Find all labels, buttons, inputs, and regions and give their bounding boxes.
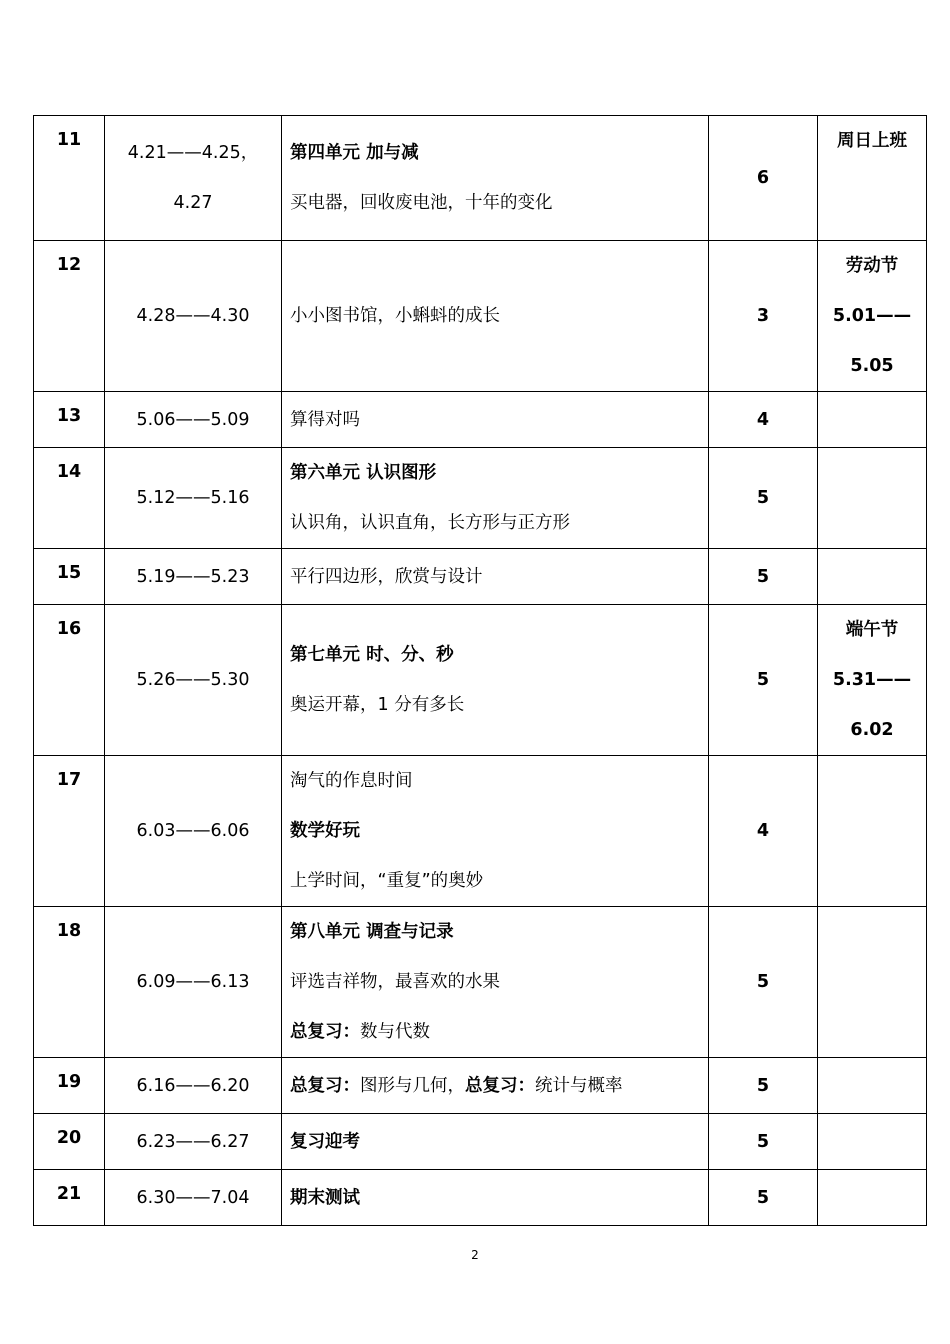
content-text: 算得对吗 [290, 409, 360, 430]
table-row [34, 1114, 927, 1170]
schedule-body [34, 116, 927, 1226]
content-line [290, 128, 708, 178]
date-cell-line: 4.28——4.30 [136, 306, 250, 326]
content-cell [282, 549, 709, 605]
hours-cell: 4 [709, 392, 818, 448]
week-number: 12 [56, 255, 82, 275]
table-row [34, 448, 927, 549]
content-line [290, 1007, 708, 1057]
table-row [34, 907, 927, 1058]
note-cell [818, 907, 927, 1058]
content-heading: 总复习： [290, 1022, 360, 1042]
content-cell [282, 605, 709, 756]
content-line [290, 1173, 708, 1223]
week-cell [34, 549, 105, 605]
note-cell [818, 605, 927, 756]
content-line [290, 498, 708, 548]
content-line [290, 178, 708, 228]
note-cell [818, 1058, 927, 1114]
week-cell [34, 241, 105, 392]
week-number: 13 [56, 406, 82, 426]
note-cell [818, 392, 927, 448]
content-text: 淘气的作息时间 [290, 771, 413, 791]
content-text: 奥运开幕，1 分有多长 [290, 695, 465, 715]
date-cell-line: 6.09——6.13 [136, 972, 250, 992]
content-text: 数与代数 [360, 1022, 430, 1042]
date-cell-line: 6.16——6.20 [136, 1075, 250, 1096]
date-cell-line: 6.23——6.27 [136, 1131, 250, 1152]
date-cell-line: 4.27 [173, 193, 213, 213]
week-cell [34, 1170, 105, 1226]
note-cell-line: 6.02 [850, 720, 894, 740]
content-line [290, 395, 708, 445]
hours-cell: 5 [709, 1114, 818, 1170]
note-cell-line: 端午节 [845, 620, 899, 640]
content-line [290, 448, 708, 498]
date-cell [105, 549, 282, 605]
content-heading: 第六单元 认识图形 [290, 463, 437, 483]
page-number: 2 [471, 1248, 479, 1262]
schedule-table [33, 115, 927, 1226]
note-cell [818, 116, 927, 241]
content-heading: 第七单元 时、分、秒 [290, 645, 454, 665]
note-cell-line: 5.05 [850, 356, 894, 376]
content-heading: 复习迎考 [290, 1131, 360, 1152]
date-cell [105, 907, 282, 1058]
table-row [34, 1170, 927, 1226]
hours-cell: 5 [709, 448, 818, 549]
week-cell [34, 756, 105, 907]
content-text: 上学时间，“重复”的奥妙 [290, 871, 484, 891]
note-cell [818, 1114, 927, 1170]
content-line [290, 756, 708, 806]
week-cell [34, 392, 105, 448]
date-cell [105, 1058, 282, 1114]
content-cell [282, 392, 709, 448]
content-text: 评选吉祥物，最喜欢的水果 [290, 972, 500, 992]
content-heading: 期末测试 [290, 1187, 360, 1208]
week-cell [34, 116, 105, 241]
date-cell [105, 448, 282, 549]
content-cell [282, 756, 709, 907]
content-heading: 第四单元 加与减 [290, 143, 419, 163]
note-cell-line: 5.31—— [832, 670, 912, 690]
content-line [290, 680, 708, 730]
hours-cell: 3 [709, 241, 818, 392]
note-cell-line: 周日上班 [837, 131, 907, 151]
week-number: 20 [56, 1128, 82, 1148]
content-line [290, 1117, 708, 1167]
note-cell [818, 1170, 927, 1226]
date-cell-line: 5.26——5.30 [136, 670, 250, 690]
note-cell-line: 劳动节 [845, 256, 899, 276]
content-text: 买电器，回收废电池，十年的变化 [290, 193, 553, 213]
content-heading: 总复习： [290, 1075, 360, 1096]
date-cell-line: 4.21——4.25， [127, 143, 259, 163]
week-number: 11 [56, 130, 82, 150]
content-cell [282, 116, 709, 241]
date-cell [105, 392, 282, 448]
hours-cell: 6 [709, 116, 818, 241]
date-cell-line: 5.12——5.16 [136, 488, 250, 508]
hours-cell: 5 [709, 549, 818, 605]
table-row [34, 605, 927, 756]
content-heading: 数学好玩 [290, 821, 360, 841]
table-row [34, 241, 927, 392]
note-cell [818, 549, 927, 605]
date-cell-line: 6.30——7.04 [136, 1187, 250, 1208]
week-number: 17 [56, 770, 82, 790]
date-cell [105, 116, 282, 241]
week-cell [34, 907, 105, 1058]
date-cell [105, 605, 282, 756]
week-number: 18 [56, 921, 82, 941]
date-cell [105, 241, 282, 392]
hours-cell: 4 [709, 756, 818, 907]
note-cell [818, 756, 927, 907]
content-line [290, 552, 708, 602]
week-cell [34, 1114, 105, 1170]
content-cell [282, 241, 709, 392]
table-row [34, 116, 927, 241]
week-number: 21 [56, 1184, 82, 1204]
content-line [290, 291, 708, 341]
week-number: 19 [56, 1072, 82, 1092]
hours-cell: 5 [709, 1170, 818, 1226]
table-row [34, 1058, 927, 1114]
date-cell [105, 756, 282, 907]
hours-cell: 5 [709, 1058, 818, 1114]
week-cell [34, 1058, 105, 1114]
content-line [290, 806, 708, 856]
note-cell [818, 241, 927, 392]
content-cell [282, 1114, 709, 1170]
date-cell-line: 6.03——6.06 [136, 821, 250, 841]
date-cell [105, 1114, 282, 1170]
content-text: 认识角，认识直角，长方形与正方形 [290, 513, 570, 533]
week-number: 14 [56, 462, 82, 482]
content-heading: 总复习： [465, 1075, 535, 1096]
date-cell-line: 5.19——5.23 [136, 566, 250, 587]
content-line [290, 907, 708, 957]
content-line [290, 957, 708, 1007]
content-cell [282, 448, 709, 549]
content-line [290, 630, 708, 680]
table-row [34, 549, 927, 605]
content-cell [282, 1170, 709, 1226]
content-text: 平行四边形，欣赏与设计 [290, 566, 483, 587]
week-number: 15 [56, 563, 82, 583]
content-line [290, 1061, 708, 1111]
week-cell [34, 605, 105, 756]
content-text: 统计与概率 [535, 1075, 623, 1096]
date-cell [105, 1170, 282, 1226]
table-row [34, 392, 927, 448]
content-cell [282, 907, 709, 1058]
week-cell [34, 448, 105, 549]
hours-cell: 5 [709, 605, 818, 756]
week-number: 16 [56, 619, 82, 639]
content-text: 小小图书馆，小蝌蚪的成长 [290, 306, 500, 326]
content-text: 图形与几何， [360, 1075, 465, 1096]
note-cell-line: 5.01—— [832, 306, 912, 326]
table-row [34, 756, 927, 907]
content-cell [282, 1058, 709, 1114]
date-cell-line: 5.06——5.09 [136, 409, 250, 430]
content-line [290, 856, 708, 906]
note-cell [818, 448, 927, 549]
hours-cell: 5 [709, 907, 818, 1058]
content-heading: 第八单元 调查与记录 [290, 922, 454, 942]
